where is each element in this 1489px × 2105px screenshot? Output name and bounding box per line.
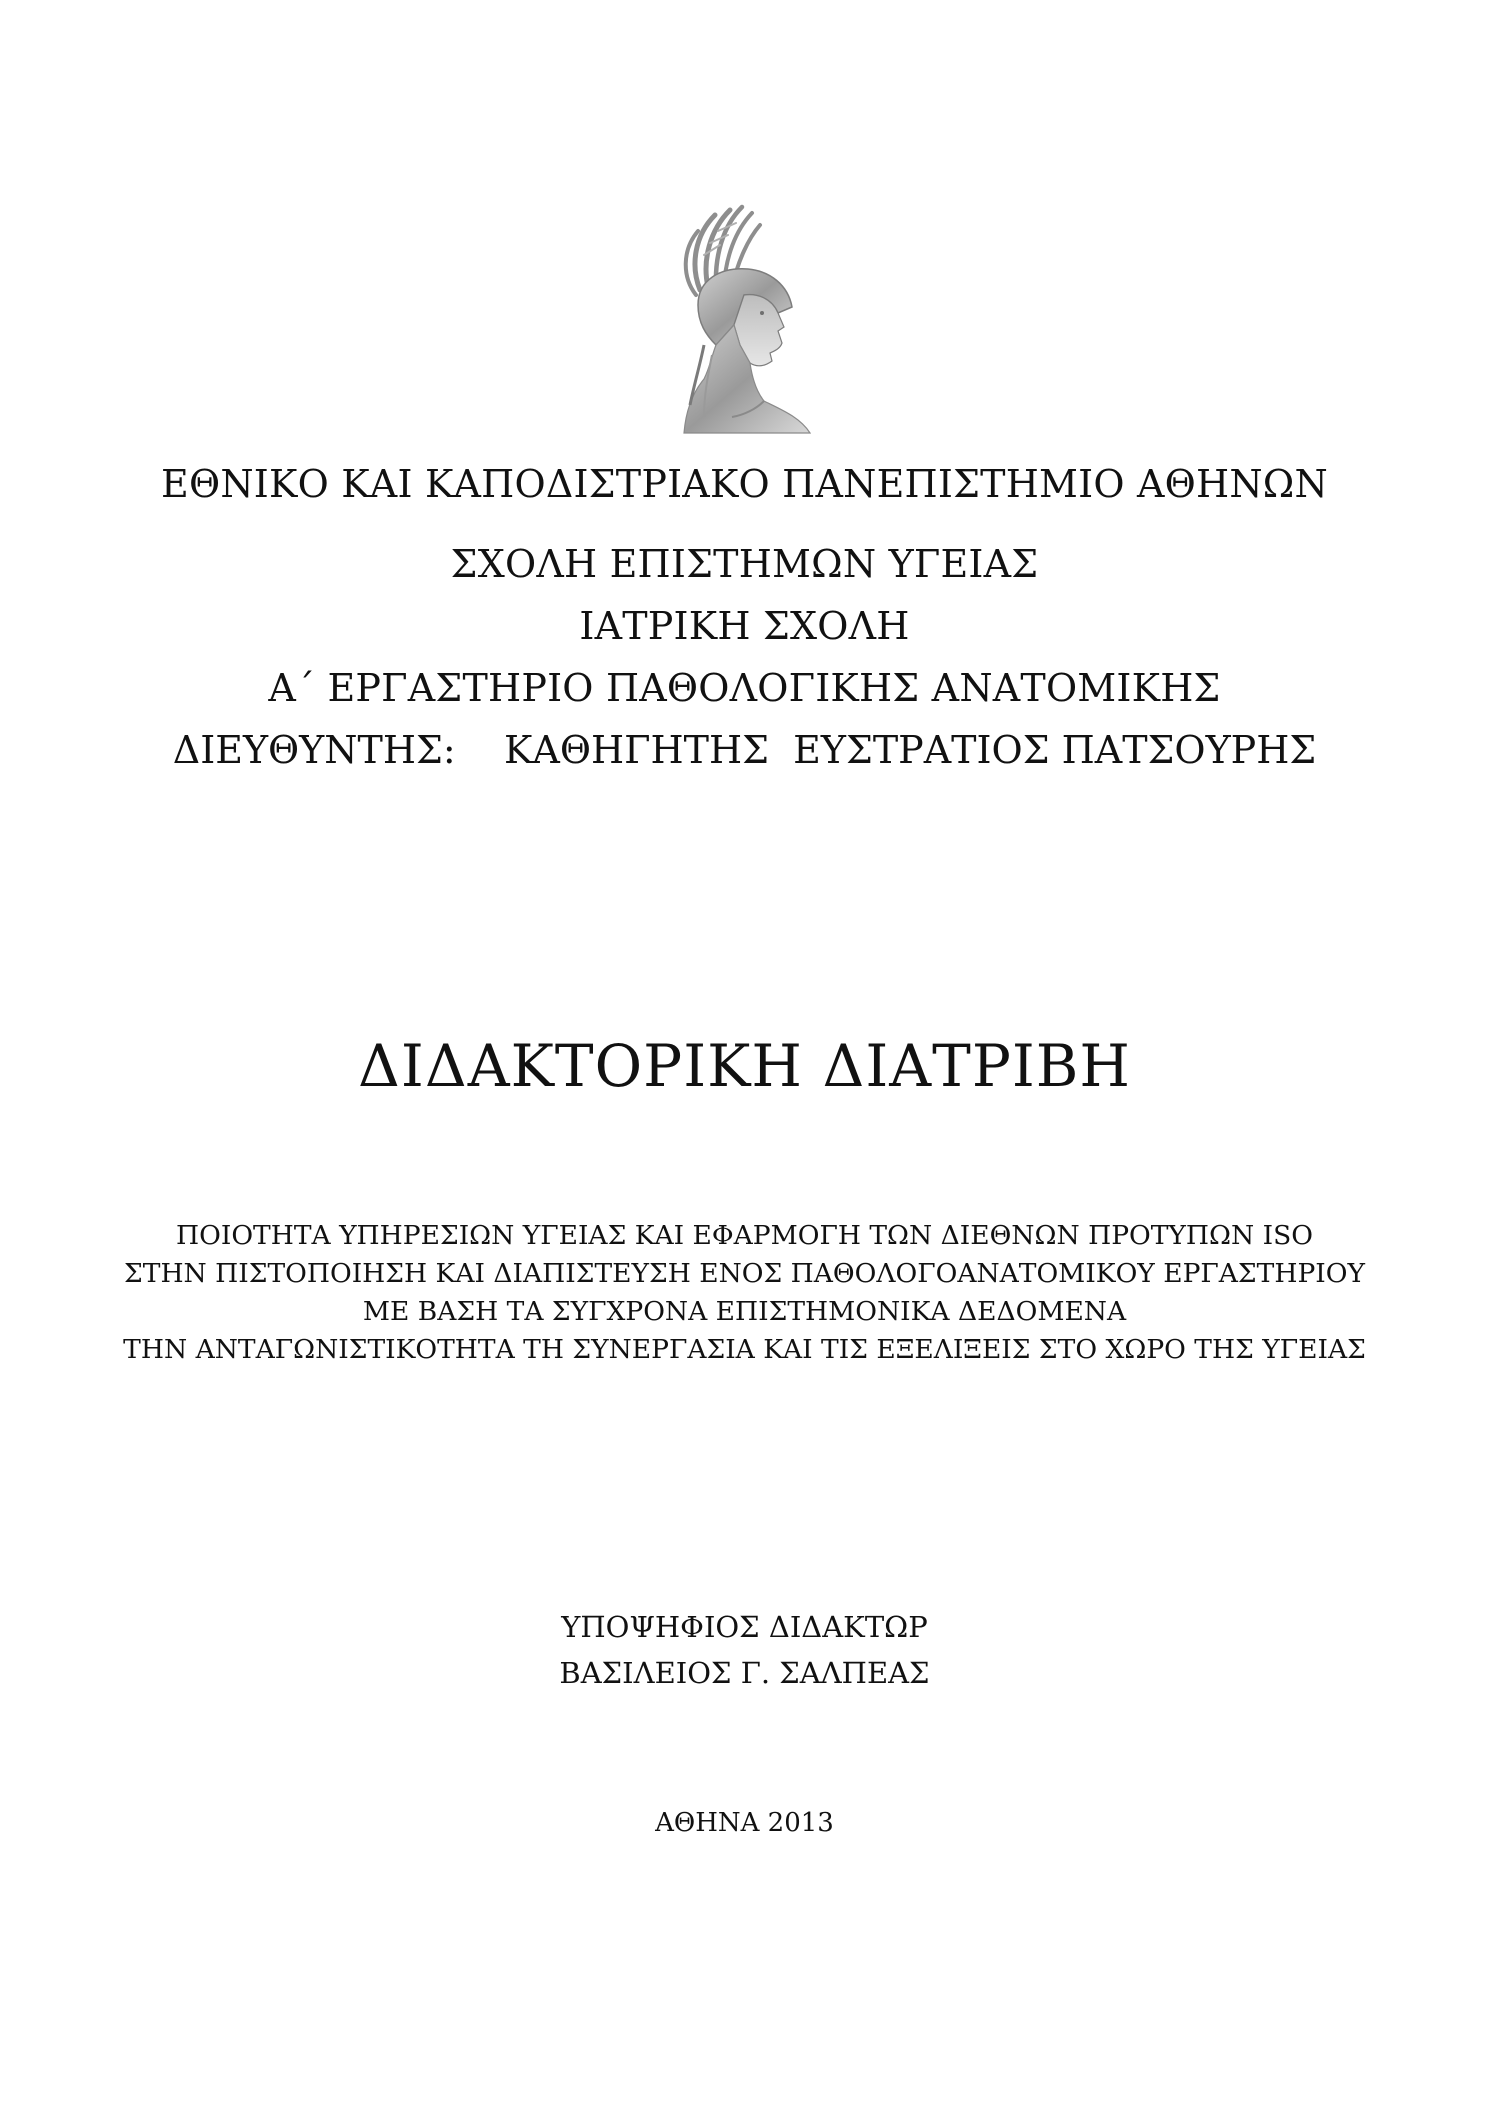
laboratory-name: Α΄ ΕΡΓΑΣΤΗΡΙΟ ΠΑΘΟΛΟΓΙΚΗΣ ΑΝΑΤΟΜΙΚΗΣ	[268, 666, 1221, 710]
place-and-year: ΑΘΗΝΑ 2013	[655, 1808, 834, 1838]
subtitle-line: ΜΕ ΒΑΣΗ ΤΑ ΣΥΓΧΡΟΝΑ ΕΠΙΣΤΗΜΟΝΙΚΑ ΔΕΔΟΜΕΝΑ	[362, 1296, 1127, 1327]
director-label: ΔΙΕΥΘΥΝΤΗΣ:	[172, 728, 456, 772]
director-name: ΚΑΘΗΓΗΤΗΣ ΕΥΣΤΡΑΤΙΟΣ ΠΑΤΣΟΥΡΗΣ	[504, 728, 1317, 772]
candidate-label: ΥΠΟΨΗΦΙΟΣ ΔΙΔΑΚΤΩΡ	[561, 1610, 928, 1644]
athena-helmet-emblem-icon	[660, 195, 830, 445]
faculty-name: ΙΑΤΡΙΚΗ ΣΧΟΛΗ	[579, 604, 910, 648]
document-type-title: ΔΙΔΑΚΤΟΡΙΚΗ ΔΙΑΤΡΙΒΗ	[358, 1032, 1131, 1100]
school-name: ΣΧΟΛΗ ΕΠΙΣΤΗΜΩΝ ΥΓΕΙΑΣ	[450, 542, 1039, 586]
university-name: ΕΘΝΙΚΟ ΚΑΙ ΚΑΠΟΔΙΣΤΡΙΑΚΟ ΠΑΝΕΠΙΣΤΗΜΙΟ ΑΘΗΝΩΝ	[161, 462, 1328, 506]
subtitle-line: ΤΗΝ ΑΝΤΑΓΩΝΙΣΤΙΚΟΤΗΤΑ ΤΗ ΣΥΝΕΡΓΑΣΙΑ ΚΑΙ ΤΙΣ ΕΞΕΛΙΞΕΙΣ ΣΤΟ ΧΩΡΟ ΤΗΣ ΥΓΕΙΑΣ	[123, 1334, 1366, 1365]
subtitle-line: ΠΟΙΟΤΗΤΑ ΥΠΗΡΕΣΙΩΝ ΥΓΕΙΑΣ ΚΑΙ ΕΦΑΡΜΟΓΗ ΤΩΝ ΔΙΕΘΝΩΝ ΠΡΟΤΥΠΩΝ ISO	[176, 1220, 1313, 1251]
candidate-name: ΒΑΣΙΛΕΙΟΣ Γ. ΣΑΛΠΕΑΣ	[559, 1656, 930, 1690]
director-line	[0, 728, 1489, 772]
subtitle-line: ΣΤΗΝ ΠΙΣΤΟΠΟΙΗΣΗ ΚΑΙ ΔΙΑΠΙΣΤΕΥΣΗ ΕΝΟΣ ΠΑΘΟΛΟΓΟΑΝΑΤΟΜΙΚΟΥ ΕΡΓΑΣΤΗΡΙΟΥ	[124, 1258, 1365, 1289]
